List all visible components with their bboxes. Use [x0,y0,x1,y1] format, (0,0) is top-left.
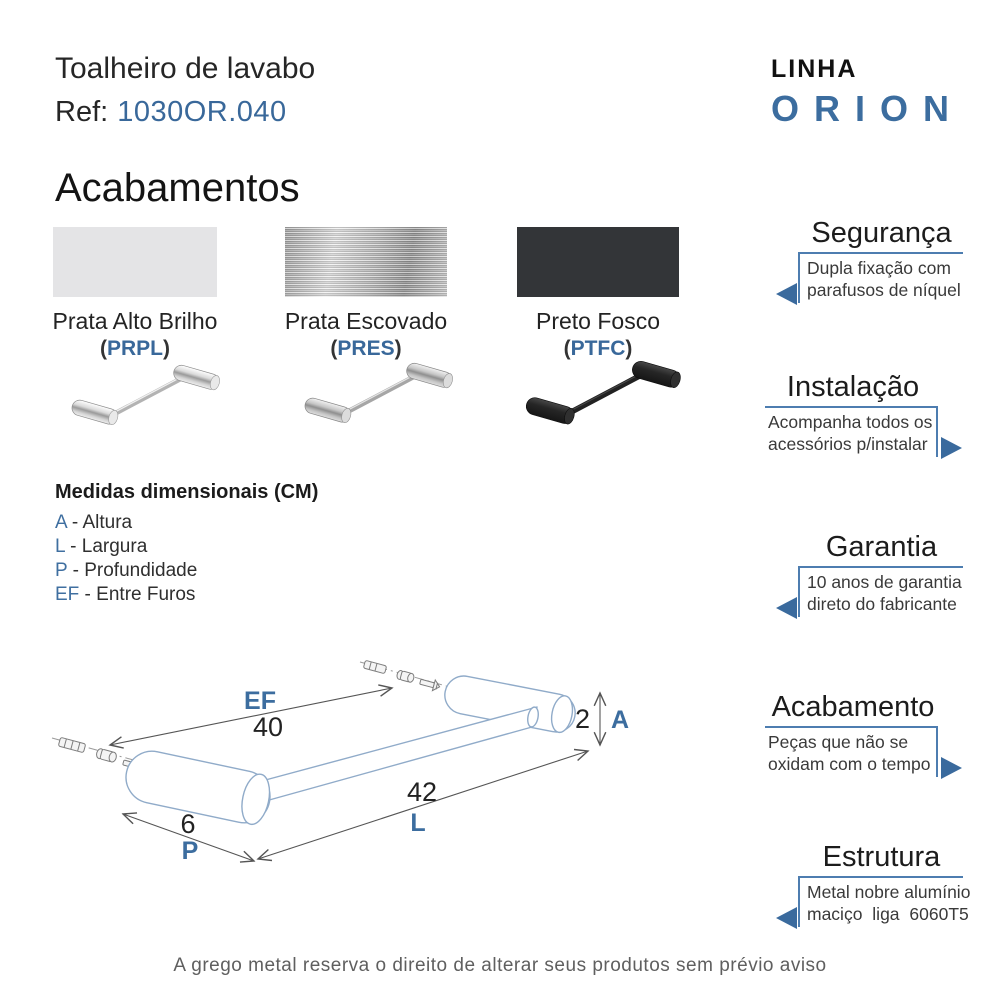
reference-row [55,96,287,129]
dim-label-l: L [410,809,426,837]
line-name: ORION [771,88,965,129]
footer-disclaimer: A grego metal reserva o direito de alterar seus produtos sem prévio aviso [173,955,827,976]
dimensions-legend [55,511,197,607]
product-image-prata-escovado [288,354,468,446]
feature-title: Segurança [811,217,952,249]
legend-item-ef: EF - Entre Furos [55,584,196,605]
finish-code-ptfc: (PTFC) [563,337,633,360]
dim-value-p: 6 [180,809,196,839]
feature-body: Dupla fixação com parafusos de níquel [798,252,963,303]
finish-name-pres: Prata Escovado [284,308,448,334]
line-label: LINHA [771,55,858,83]
legend-item-p: P - Profundidade [55,560,198,581]
dim-label-p: P [181,837,199,865]
finish-swatch-ptfc [517,227,679,297]
feature-title: Acabamento [771,691,935,723]
feature-body: Acompanha todos os acessórios p/instalar [765,406,938,457]
feature-estrutura [765,840,971,927]
feature-body: Peças que não se oxidam com o tempo [765,726,938,777]
legend-item-a: A - Altura [55,512,133,533]
finishes-section-title: Acabamentos [55,166,300,210]
feature-garantia [765,530,965,617]
ref-value: 1030OR.040 [117,96,287,128]
screw-anchor-back-icon [363,660,441,692]
dim-value-a: 2 [574,704,590,734]
finish-swatch-pres [285,227,447,297]
finish-code-pres: (PRES) [330,337,402,360]
feature-acabamento [765,690,965,777]
feature-title: Instalação [786,371,920,403]
legend-item-l: L - Largura [55,536,148,557]
dim-label-a: A [611,706,630,734]
product-image-preto-fosco [505,352,700,448]
arrow-right-icon [941,437,962,459]
dim-label-ef: EF [244,687,276,715]
arrow-left-icon [776,907,797,929]
product-image-prata-alto-brilho [55,356,235,448]
finish-name-prpl: Prata Alto Brilho [52,308,218,334]
dimensions-section-title: Medidas dimensionais (CM) [55,481,319,503]
feature-title: Estrutura [822,841,941,873]
page-title: Toalheiro de lavabo [55,52,316,85]
feature-instalacao [765,370,965,457]
dim-value-l: 42 [406,777,438,807]
feature-seguranca [765,216,965,303]
feature-body: Metal nobre alumínio maciço liga 6060T5 [798,876,963,927]
finish-name-ptfc: Preto Fosco [536,308,660,334]
arrow-right-icon [941,757,962,779]
finish-swatch-prpl [53,227,217,297]
arrow-left-icon [776,283,797,305]
arrow-left-icon [776,597,797,619]
dim-value-ef: 40 [252,712,284,742]
ref-label: Ref: [55,96,109,128]
technical-drawing [30,645,690,890]
feature-body: 10 anos de garantia direto do fabricante [798,566,963,617]
finish-code-prpl: (PRPL) [99,337,170,360]
feature-title: Garantia [825,531,938,563]
